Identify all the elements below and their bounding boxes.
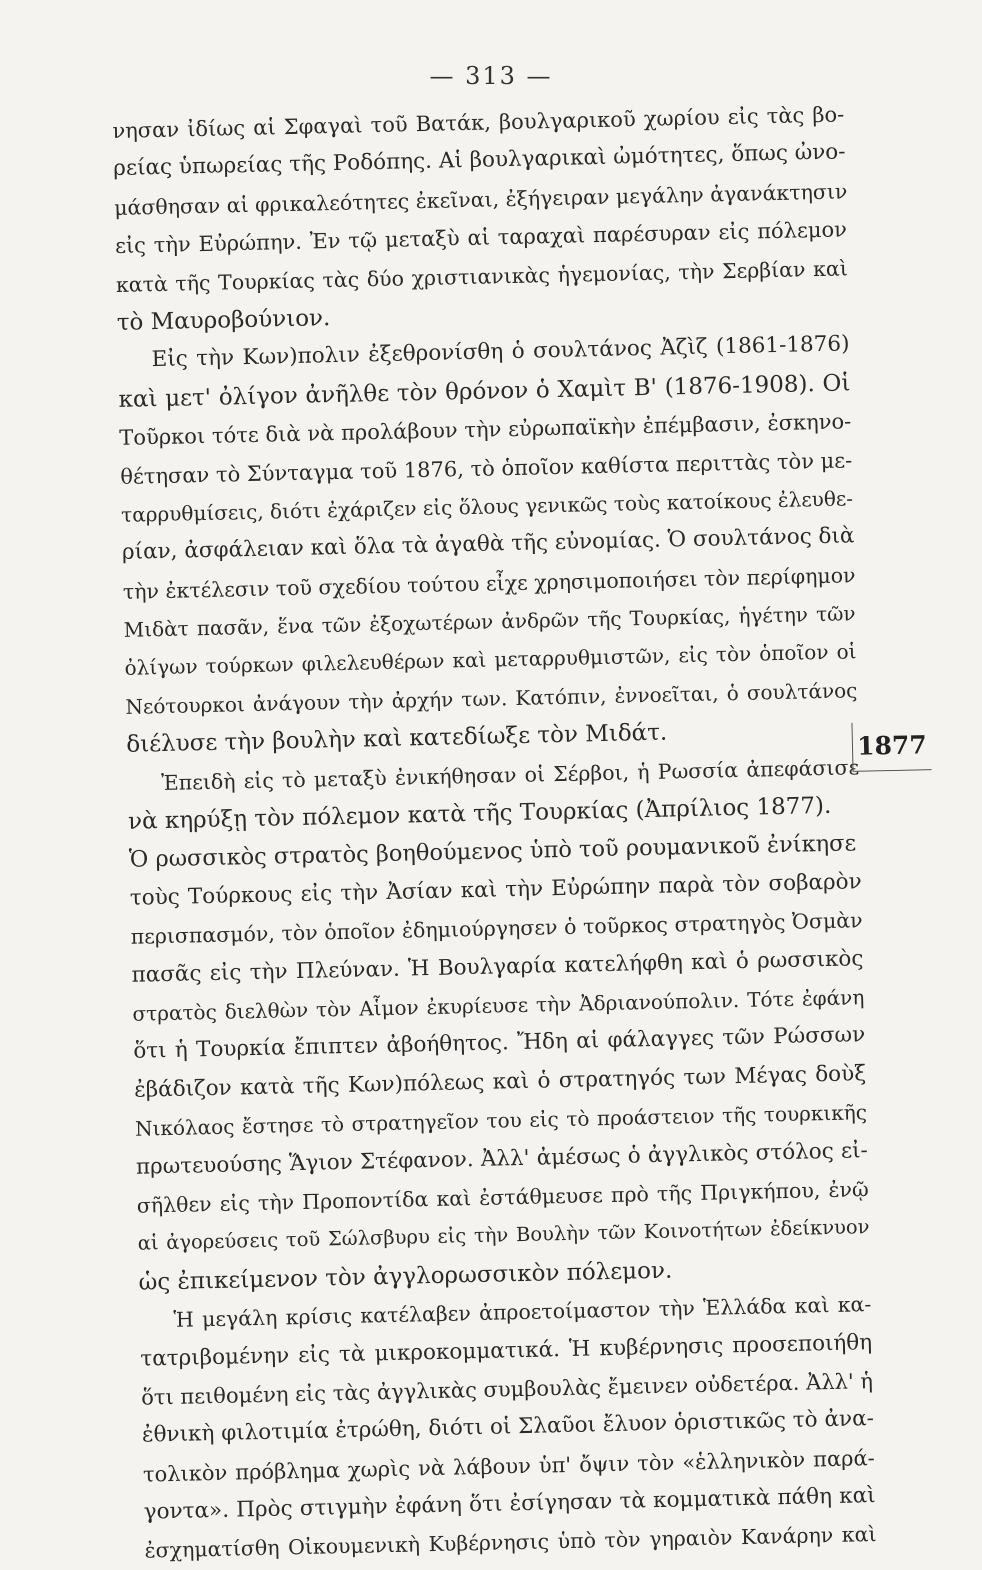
text-line: νὰ κηρύξῃ τὸν πόλεμον κατὰ τῆς Τουρκίας (Ἀπρίλιος 1877). — [127, 792, 832, 835]
text-line: Ἡ μεγάλη κρίσις κατέλαβεν ἀπροετοίμαστον τὴν Ἑλλάδα καὶ κα- — [173, 1292, 872, 1333]
text-line: θέτησαν τὸ Σύνταγμα τοῦ 1876, τὸ ὁποῖον καθίστα περιττὰς τὸν με- — [119, 447, 853, 489]
text-line: ρίαν, ἀσφάλειαν καὶ ὅλα τὰ ἀγαθὰ τῆς εὐνομίας. Ὁ σουλτάνος διὰ — [121, 523, 855, 566]
text-line: ἐβάδιζον κατὰ τῆς Κων)πόλεως καὶ ὁ στρατηγός των Μέγας δοὺξ — [133, 1060, 867, 1103]
text-line: τατριβομένην εἰς τὰ μικροκομματικά. Ἡ κυβέρνησις προσεποιήθη — [140, 1329, 873, 1372]
text-line: Μιδὰτ πασᾶν, ἕνα τῶν ἐξοχωτέρων ἀνδρῶν τῆς Τουρκίας, ἡγέτην τῶν — [123, 601, 856, 642]
text-line: τὸ Μαυροβούνιον. — [116, 305, 331, 336]
text-line: αἱ ἀγορεύσεις τοῦ Σώλσβυρυ εἰς τὴν Βουλὴν τῶν Κοινοτήτων ἐδείκνυον — [137, 1215, 870, 1256]
text-line: Εἰς τὴν Κων)πολιν ἐξεθρονίσθη ὁ σουλτάνος Ἀζὶζ (1861-1876) — [151, 331, 850, 373]
text-line: νησαν ἰδίως αἱ Σφαγαὶ τοῦ Βατάκ, βουλγαρικοῦ χωρίου εἰς τὰς βο- — [112, 102, 845, 143]
text-line: ὡς ἐπικείμενον τὸν ἀγγλορωσσικὸν πόλεμον. — [138, 1257, 673, 1296]
text-line: ὀλίγων τούρκων φιλελευθέρων καὶ μεταρρυθμιστῶν, εἰς τὸν ὁποῖον οἱ — [124, 639, 857, 681]
text-line: πρωτευούσης Ἅγιον Στέφανον. Ἀλλ' ἀμέσως ὁ ἀγγλικὸς στόλος εἰ- — [135, 1137, 869, 1180]
text-line: ὅτι ἡ Τουρκία ἔπιπτεν ἀβοήθητος. Ἤδη αἱ φάλαγγες τῶν Ρώσσων — [133, 1022, 866, 1065]
text-line: διέλυσε τὴν βουλὴν καὶ κατεδίωξε τὸν Μιδάτ. — [126, 719, 668, 759]
text-line: ἐσχηματίσθη Οἰκουμενικὴ Κυβέρνησις ὑπὸ τὸν γηραιὸν Κανάρην καὶ — [144, 1522, 877, 1564]
text-line: σῆλθεν εἰς τὴν Προποντίδα καὶ ἐστάθμευσε πρὸ τῆς Πριγκήπου, ἐνῷ — [136, 1177, 869, 1218]
text-line: εἰς τὴν Εὐρώπην. Ἐν τῷ μεταξὺ αἱ ταραχαὶ παρέσυραν εἰς πόλεμον — [114, 217, 848, 259]
text-line: Νικόλαος ἔστησε τὸ στρατηγεῖον του εἰς τὸ προάστειον τῆς τουρκικῆς — [134, 1100, 868, 1141]
text-line: Ἐπειδὴ εἰς τὸ μεταξὺ ἐνικήθησαν οἱ Σέρβοι, ἡ Ρωσσία ἀπεφάσισε — [160, 754, 860, 795]
page-number: — 313 — — [429, 62, 553, 90]
text-line: Τοῦρκοι τότε διὰ νὰ προλάβουν τὴν εὐρωπαϊκὴν ἐπέμβασιν, ἐσκηνο- — [119, 409, 852, 451]
text-line: κατὰ τῆς Τουρκίας τὰς δύο χριστιανικὰς ἡγεμονίας, τὴν Σερβίαν καὶ — [115, 255, 848, 297]
text-line: μάσθησαν αἱ φρικαλεότητες ἐκεῖναι, ἐξήγειραν μεγάλην ἀγανάκτησιν — [113, 179, 848, 220]
text-line: Ὁ ρωσσικὸς στρατὸς βοηθούμενος ὑπὸ τοῦ ρουμανικοῦ ἐνίκησε — [128, 830, 857, 874]
text-line: ἐθνικὴ φιλοτιμία ἐτρώθη, διότι οἱ Σλαῦοι ἔλυον ὁριστικῶς τὸ ἀνα- — [141, 1406, 875, 1448]
text-line: ρείας ὑπωρείας τῆς Ροδόπης. Αἱ βουλγαρικαὶ ὠμότητες, ὅπως ὠνο- — [113, 139, 846, 182]
text-line: τοὺς Τούρκους εἰς τὴν Ἀσίαν καὶ τὴν Εὐρώπην παρὰ τὸν σοβαρὸν — [129, 869, 862, 911]
text-line: γοντα». Πρὸς στιγμὴν ἐφάνη ὅτι ἐσίγησαν τὰ κομματικὰ πάθη καὶ — [143, 1483, 876, 1525]
body-text — [112, 95, 877, 1570]
text-line: Νεότουρκοι ἀνάγουν τὴν ἀρχήν των. Κατόπιν, ἐννοεῖται, ὁ σουλτάνος — [125, 678, 858, 719]
text-line: ταρρυθμίσεις, διότι ἐχάριζεν εἰς ὅλους γενικῶς τοὺς κατοίκους ἐλευθε- — [120, 486, 854, 527]
text-line: πασᾶς εἰς τὴν Πλεύναν. Ἡ Βουλγαρία κατελήφθη καὶ ὁ ρωσσικὸς — [131, 945, 864, 988]
text-line: στρατὸς διελθὼν τὸν Αἷμον ἐκυρίευσε τὴν Ἀδριανούπολιν. Τότε ἐφάνη — [132, 985, 865, 1026]
text-line: τὴν ἐκτέλεσιν τοῦ σχεδίου τούτου εἶχε χρησιμοποιήσει τὸν περίφημον — [122, 562, 856, 604]
text-line: περισπασμόν, τὸν ὁποῖον ἐδημιούργησεν ὁ τοῦρκος στρατηγὸς Ὀσμὰν — [130, 908, 863, 949]
margin-year-note: 1877 — [851, 721, 931, 772]
text-line: καὶ μετ' ὀλίγον ἀνῆλθε τὸν θρόνον ὁ Χαμὶτ Β' (1876-1908). Οἱ — [118, 370, 851, 413]
text-line: τολικὸν πρόβλημα χωρὶς νὰ λάβουν ὑπ' ὄψιν τὸν «ἑλληνικὸν παρά- — [142, 1445, 875, 1487]
text-line: ὅτι πειθομένη εἰς τὰς ἀγγλικὰς συμβουλὰς ἔμεινεν οὐδετέρα. Ἀλλ' ἡ — [140, 1368, 874, 1410]
